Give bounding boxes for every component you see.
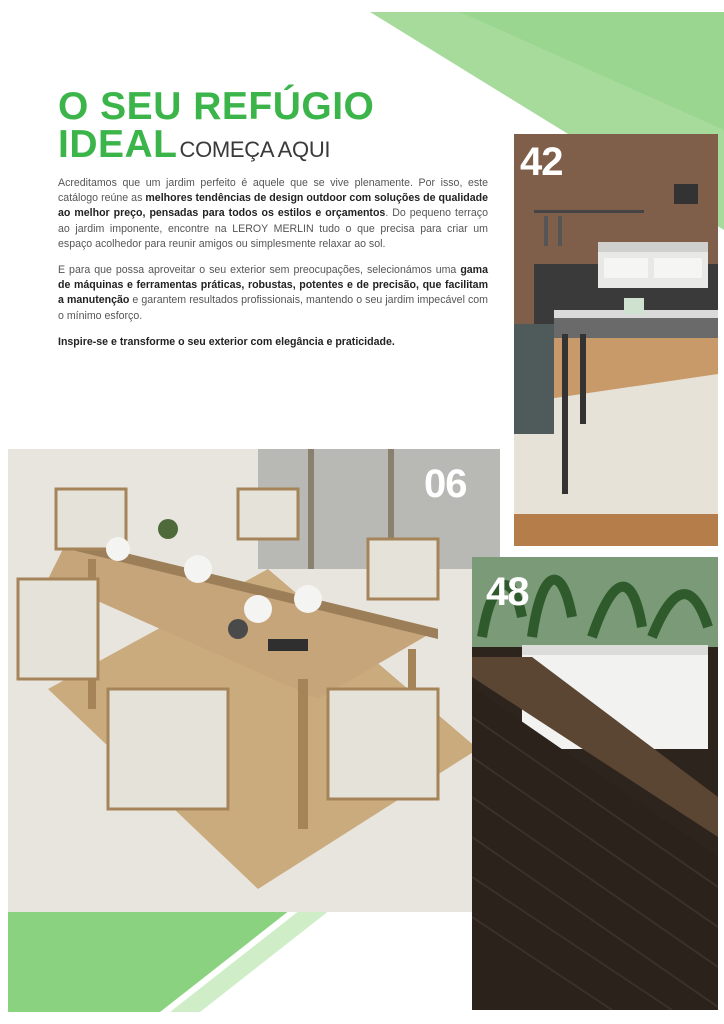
outdoor-dining-illustration xyxy=(8,449,500,912)
outdoor-dining-set-photo[interactable] xyxy=(8,449,500,912)
title-ideal: IDEAL xyxy=(58,123,178,166)
page-title xyxy=(58,85,375,169)
intro-p1-text-c: . Do pequeno terraço ao jardim imponente, encontre na LEROY MERLIN tudo o que precisa para criar um espaço acolhedor para reunir amigos ou simplesmente relaxar ao sol. xyxy=(58,207,488,250)
intro-p2-text-c: e garantem resultados profissionais, mantendo o seu jardim impecável com o mínimo esforço. xyxy=(58,294,489,322)
intro-paragraph-2 xyxy=(58,263,488,324)
page-number-dining: 06 xyxy=(424,462,467,506)
outdoor-kitchen-illustration xyxy=(514,134,718,546)
decking-photo[interactable] xyxy=(472,557,718,1010)
title-line-2 xyxy=(58,123,374,169)
intro-p1-text-a: Acreditamos que um jardim perfeito é aquele que se vive plenamente. Por isso, este catálogo reúne as xyxy=(58,177,488,205)
page-number-decking: 48 xyxy=(486,570,529,614)
call-to-action: Inspire-se e transforme o seu exterior com elegância e praticidade. xyxy=(58,335,395,348)
intro-text xyxy=(58,176,488,361)
title-line-1: O SEU REFÚGIO xyxy=(58,85,375,128)
title-subheading: COMEÇA AQUI xyxy=(179,137,331,162)
intro-paragraph-1 xyxy=(58,176,488,252)
page-number-kitchen: 42 xyxy=(520,140,563,184)
intro-p2-text-a: E para que possa aproveitar o seu exterior sem preocupações, selecionámos uma xyxy=(58,264,461,277)
intro-p2-bold: gama de máquinas e ferramentas práticas, robustas, potentes e de precisão, que facilitam a manutenção xyxy=(58,264,488,307)
outdoor-kitchen-photo[interactable] xyxy=(514,134,718,546)
decking-illustration xyxy=(472,557,718,1010)
intro-p1-bold: melhores tendências de design outdoor com soluções de qualidade ao melhor preço, pensadas para todos os estilos e orçamentos xyxy=(58,192,488,220)
